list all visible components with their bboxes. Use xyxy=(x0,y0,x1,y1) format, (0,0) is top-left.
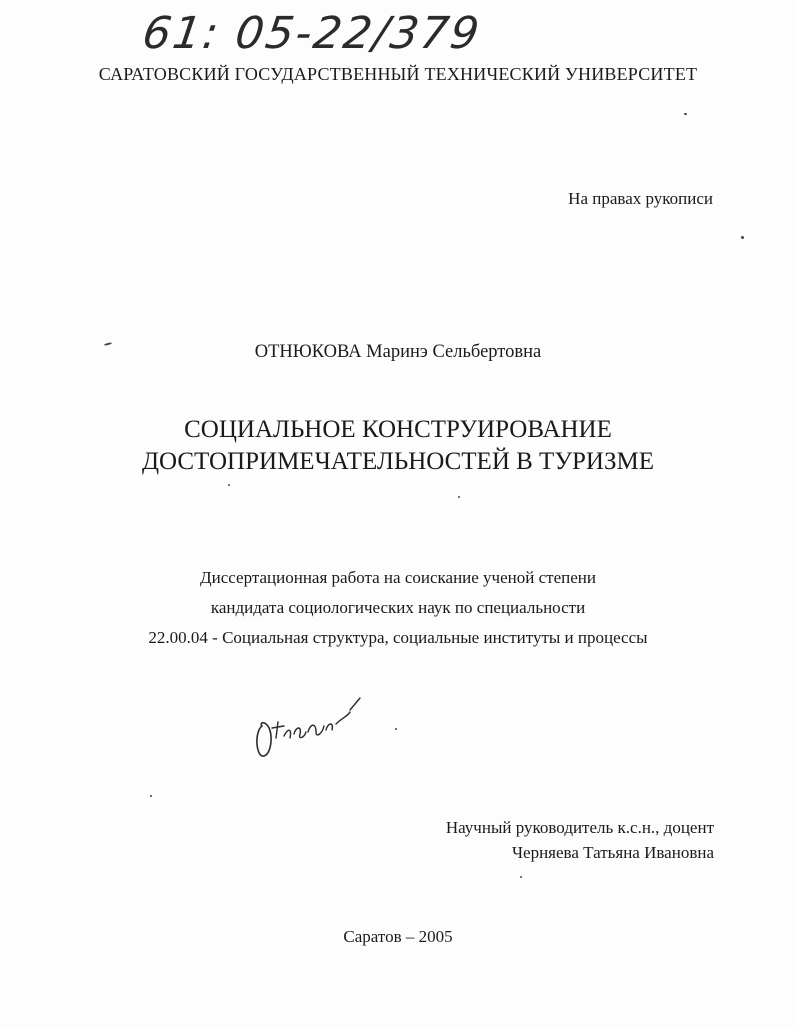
dissertation-title xyxy=(0,414,796,478)
title-line-2: ДОСТОПРИМЕЧАТЕЛЬНОСТЕЙ В ТУРИЗМЕ xyxy=(141,448,655,475)
scan-speck xyxy=(395,728,397,730)
dissertation-line-3: 22.00.04 - Социальная структура, социальные институты и процессы xyxy=(148,628,648,647)
supervisor-title: Научный руководитель к.с.н., доцент xyxy=(445,818,714,837)
city-year: Саратов – 2005 xyxy=(343,927,453,946)
scan-speck xyxy=(741,236,744,239)
rights-note: На правах рукописи xyxy=(568,189,713,208)
scan-speck xyxy=(684,113,687,115)
supervisor-block xyxy=(446,815,714,865)
dissertation-description xyxy=(0,563,796,653)
author-name: ОТНЮКОВА Маринэ Сельбертовна xyxy=(254,342,542,362)
dissertation-line-1: Диссертационная работа на соискание ученой степени xyxy=(200,568,596,587)
scan-speck xyxy=(520,876,522,878)
scan-speck xyxy=(228,484,230,486)
supervisor-name: Черняева Татьяна Ивановна xyxy=(511,843,714,862)
handwritten-signature xyxy=(250,688,370,768)
university-name: САРАТОВСКИЙ ГОСУДАРСТВЕННЫЙ ТЕХНИЧЕСКИЙ УНИВЕРСИТЕТ xyxy=(98,64,698,84)
scan-speck xyxy=(150,795,152,797)
title-line-1: СОЦИАЛЬНОЕ КОНСТРУИРОВАНИЕ xyxy=(184,416,612,443)
scan-speck xyxy=(458,496,460,498)
handwritten-archive-number: 61: 05-22/379 xyxy=(139,8,485,59)
dissertation-line-2: кандидата социологических наук по специальности xyxy=(210,598,586,617)
